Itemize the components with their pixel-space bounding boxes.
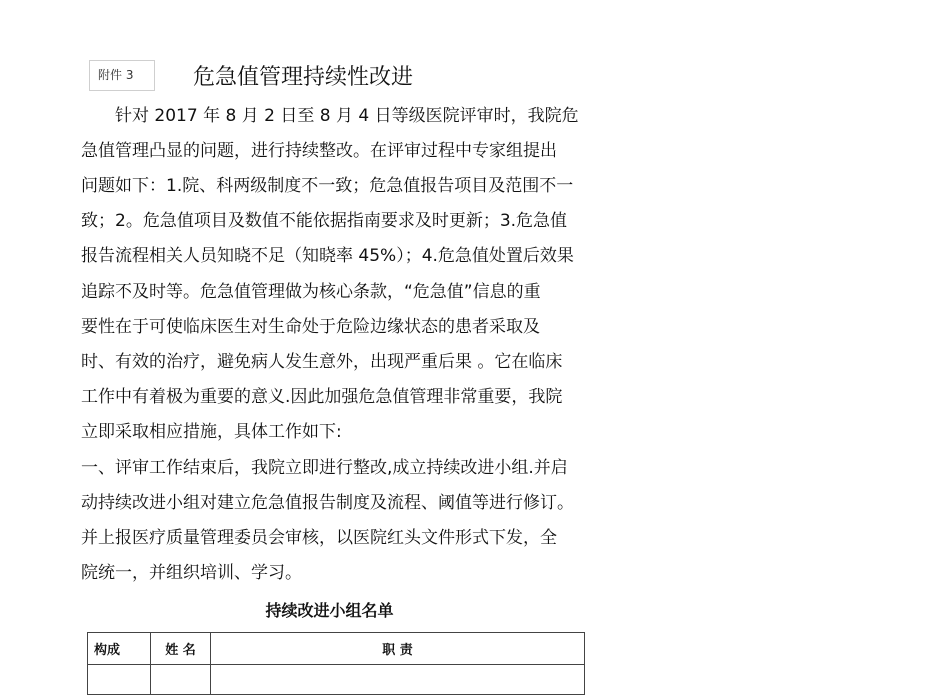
roster-table-title: 持续改进小组名单 <box>265 601 394 620</box>
paragraph-line: 报告流程相关人员知晓不足（知晓率 45%）；4.危急值处置后效果 <box>81 246 574 266</box>
paragraph-line: 时、有效的治疗，避免病人发生意外，出现严重后果 。它在临床 <box>81 352 563 372</box>
document-title: 危急值管理持续性改进 <box>193 65 414 90</box>
paragraph-line: 并上报医疗质量管理委员会审核，以医院红头文件形式下发，全 <box>81 528 557 548</box>
paragraph-line: 工作中有着极为重要的意义.因此加强危急值管理非常重要，我院 <box>81 387 563 407</box>
column-header-name: 姓 名 <box>151 633 211 665</box>
paragraph-line: 针对 2017 年 8 月 2 日至 8 月 4 日等级医院评审时，我院危 <box>81 106 579 126</box>
paragraph-line: 立即采取相应措施，具体工作如下: <box>81 422 342 442</box>
table-cell <box>211 665 585 695</box>
paragraph-line: 急值管理凸显的问题，进行持续整改。在评审过程中专家组提出 <box>81 141 557 161</box>
table-header-row <box>88 633 585 665</box>
paragraph-line: 要性在于可使临床医生对生命处于危险边缘状态的患者采取及 <box>81 317 540 337</box>
column-header-duty: 职 责 <box>211 633 585 665</box>
roster-table <box>87 632 585 695</box>
paragraph-line: 院统一，并组织培训、学习。 <box>81 563 302 583</box>
attachment-label: 附件 3 <box>89 60 155 91</box>
paragraph-line: 追踪不及时等。危急值管理做为核心条款，“危急值”信息的重 <box>81 282 541 302</box>
table-row <box>88 665 585 695</box>
table-cell <box>151 665 211 695</box>
table-cell <box>88 665 151 695</box>
paragraph-line: 一、评审工作结束后，我院立即进行整改,成立持续改进小组.并启 <box>81 458 568 478</box>
paragraph-line: 动持续改进小组对建立危急值报告制度及流程、阈值等进行修订。 <box>81 493 574 513</box>
paragraph-line: 问题如下：1.院、科两级制度不一致；危急值报告项目及范围不一 <box>81 176 574 196</box>
paragraph-line: 致；2。危急值项目及数值不能依据指南要求及时更新；3.危急值 <box>81 211 568 231</box>
column-header-composition: 构成 <box>88 633 151 665</box>
